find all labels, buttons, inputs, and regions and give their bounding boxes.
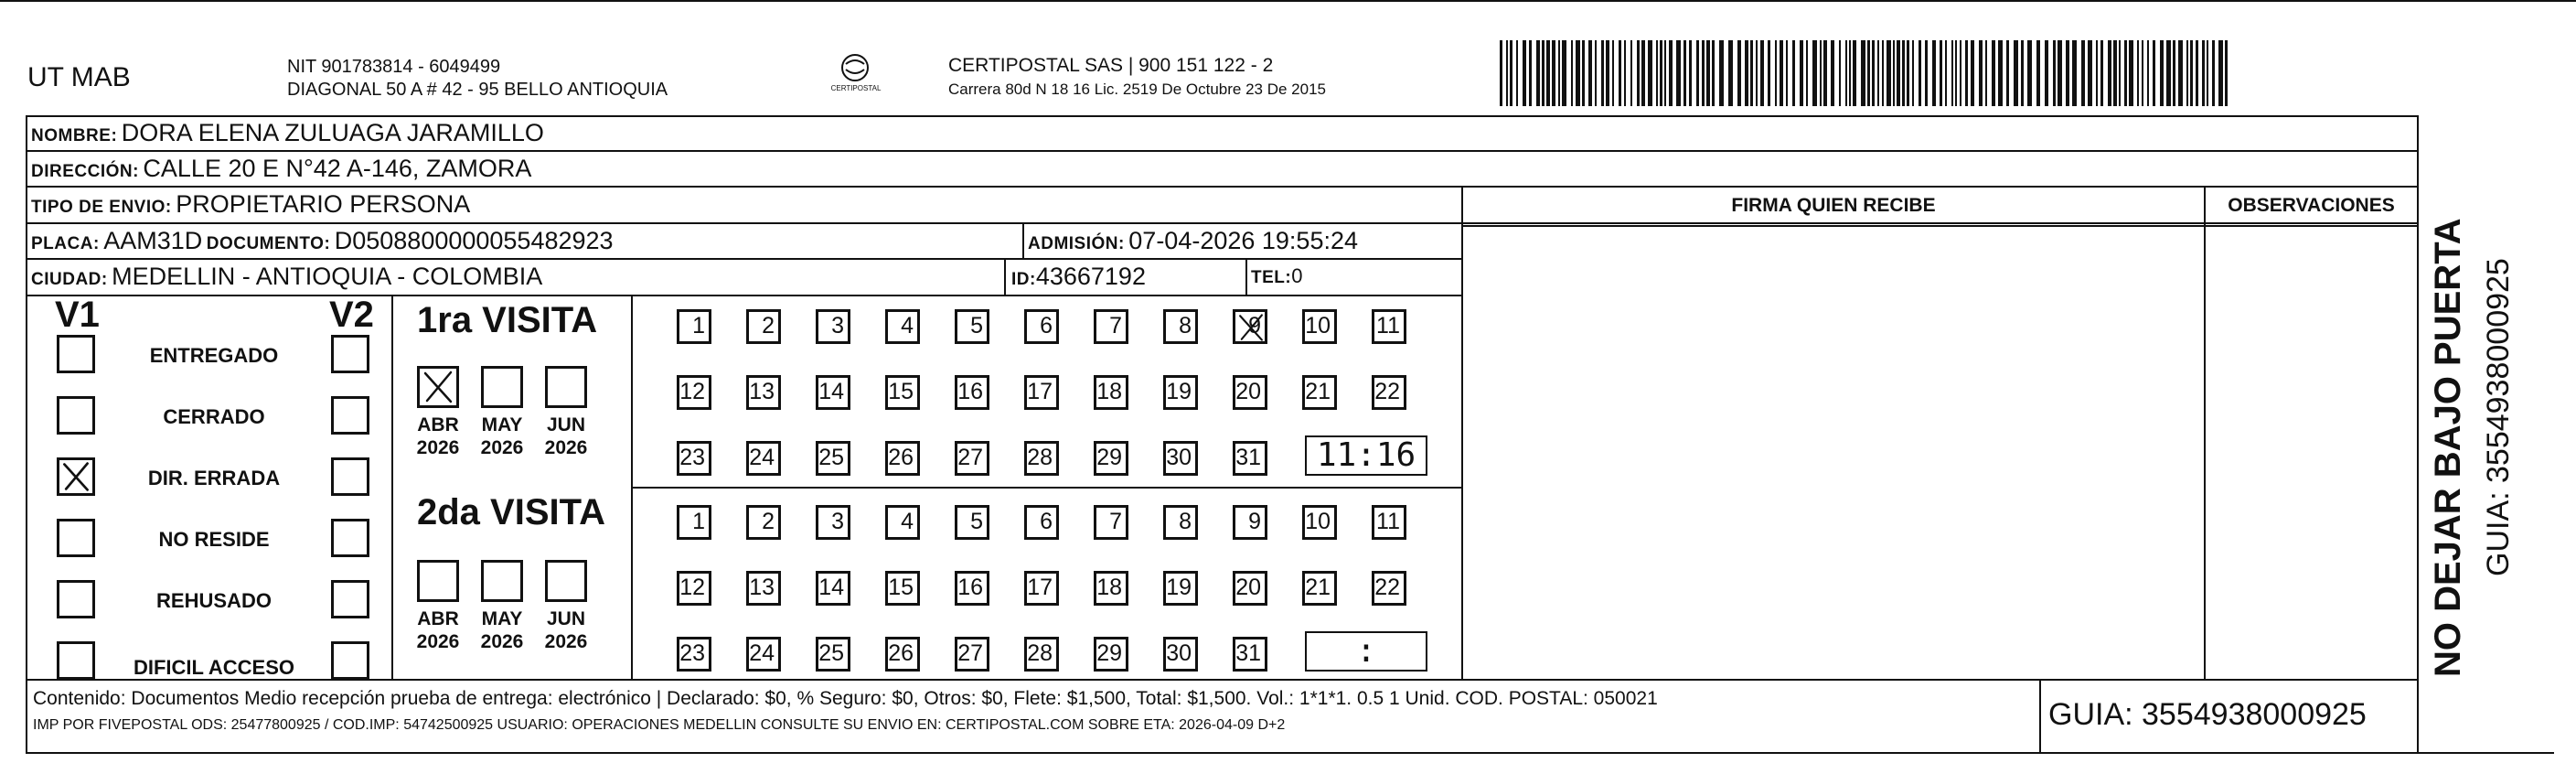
day-checkbox[interactable]: 24 [746,441,781,476]
day-checkbox[interactable]: 4 [885,309,920,344]
id-value: 43667192 [1035,263,1146,290]
month-checkbox[interactable] [545,366,587,408]
day-checkbox[interactable]: 14 [816,571,850,606]
footer-content: Contenido: Documentos Medio recepción prueba de entrega: electrónico | Declarado: $0, % Seguro: $0, Otros: $0, Flete: $1,500, Total: $1,500. Vol.: 1*1*1. 0.5 1 Unid. COD. POSTAL: 050021 [33,688,1658,709]
day-checkbox[interactable]: 29 [1094,637,1128,672]
month-label: JUN 2026 [544,608,588,652]
logo-text: CERTIPOSTAL [830,84,882,92]
id-row [1011,259,1146,298]
city-row [31,259,542,298]
plate-label: PLACA: [31,234,100,253]
day-checkbox[interactable]: 14 [816,375,850,410]
receiver-signature-label: FIRMA QUIEN RECIBE [1731,195,1936,216]
barcode [1500,40,2231,106]
day-checkbox[interactable]: 23 [677,637,711,672]
carrier: CERTIPOSTAL SAS | 900 151 122 - 2 [948,55,1274,76]
month-label: ABR 2026 [416,608,460,652]
time-field[interactable]: : [1305,631,1427,672]
day-checkbox[interactable]: 11 [1372,505,1406,540]
month-label: ABR 2026 [416,414,460,458]
month-checkbox[interactable] [417,560,459,602]
visit2-title: 2da VISITA [417,492,605,532]
month-label: MAY 2026 [480,414,524,458]
v1-checkbox[interactable] [57,396,95,435]
document-value: D0508800000055482923 [334,227,614,254]
day-checkbox[interactable]: 13 [746,375,781,410]
day-checkbox[interactable]: 24 [746,637,781,672]
side-warning: NO DEJAR BAJO PUERTA [2428,218,2468,677]
v2-checkbox[interactable] [331,519,369,557]
plate-row [31,223,614,263]
day-checkbox[interactable]: 30 [1163,441,1198,476]
v1-checkbox[interactable] [57,519,95,557]
day-checkbox[interactable]: 6 [1024,505,1059,540]
month-checkbox[interactable] [481,560,523,602]
observations-label: OBSERVACIONES [2228,195,2395,216]
address-label: DIRECCIÓN: [31,162,139,181]
day-checkbox[interactable]: 18 [1094,571,1128,606]
day-checkbox[interactable]: 28 [1024,441,1059,476]
day-checkbox[interactable]: 30 [1163,637,1198,672]
day-checkbox[interactable]: 26 [885,441,920,476]
day-checkbox[interactable]: 13 [746,571,781,606]
day-checkbox[interactable]: 16 [955,375,989,410]
admission-value: 07-04-2026 19:55:24 [1128,227,1358,254]
recipient-address: CALLE 20 E N°42 A-146, ZAMORA [143,155,532,182]
day-checkbox[interactable]: 3 [816,505,850,540]
footer-guia: GUIA: 3554938000925 [2048,697,2367,732]
day-checkbox[interactable]: 12 [677,375,711,410]
v2-checkbox[interactable] [331,580,369,618]
day-checkbox[interactable]: 9 [1233,309,1267,344]
footer-imp: IMP POR FIVEPOSTAL ODS: 25477800925 / COD.IMP: 54742500925 USUARIO: OPERACIONES MEDELLIN CONSULTE SU ENVIO EN: CERTIPOSTAL.COM SOBRE ETA: 2026-04-09 D+2 [33,717,1286,733]
day-checkbox[interactable]: 20 [1233,571,1267,606]
day-checkbox[interactable]: 6 [1024,309,1059,344]
month-checkbox[interactable] [545,560,587,602]
day-checkbox[interactable]: 8 [1163,309,1198,344]
v2-checkbox[interactable] [331,641,369,680]
day-checkbox[interactable]: 22 [1372,571,1406,606]
month-checkbox[interactable] [481,366,523,408]
day-checkbox[interactable]: 10 [1302,309,1337,344]
visit1-title: 1ra VISITA [417,300,598,340]
license: Carrera 80d N 18 16 Lic. 2519 De Octubre 23 De 2015 [948,81,1326,98]
nit: NIT 901783814 - 6049499 [287,57,501,77]
day-checkbox[interactable]: 16 [955,571,989,606]
day-checkbox[interactable]: 15 [885,571,920,606]
v1-header: V1 [55,295,100,335]
day-checkbox[interactable]: 22 [1372,375,1406,410]
day-checkbox[interactable]: 17 [1024,375,1059,410]
day-checkbox[interactable]: 9 [1233,505,1267,540]
day-checkbox[interactable]: 8 [1163,505,1198,540]
day-checkbox[interactable]: 23 [677,441,711,476]
month-label: MAY 2026 [480,608,524,652]
day-checkbox[interactable]: 2 [746,505,781,540]
day-checkbox[interactable]: 20 [1233,375,1267,410]
sender-address: DIAGONAL 50 A # 42 - 95 BELLO ANTIOQUIA [287,80,668,100]
address-row [31,151,531,190]
day-checkbox[interactable]: 27 [955,441,989,476]
v2-checkbox[interactable] [331,457,369,496]
day-checkbox[interactable]: 31 [1233,637,1267,672]
admission-label: ADMISIÓN: [1028,234,1125,253]
day-checkbox[interactable]: 27 [955,637,989,672]
day-checkbox[interactable]: 5 [955,309,989,344]
day-checkbox[interactable]: 21 [1302,375,1337,410]
day-checkbox[interactable]: 11 [1372,309,1406,344]
type-label: TIPO DE ENVIO: [31,198,172,217]
plate-value: AAM31D [103,227,203,254]
month-checkbox[interactable] [417,366,459,408]
status-option-label: ENTREGADO [149,344,279,367]
certipostal-logo [828,48,882,102]
status-option-label: DIFICIL ACCESO [133,656,294,679]
time-field[interactable]: 11:16 [1305,435,1427,476]
day-checkbox[interactable]: 17 [1024,571,1059,606]
day-checkbox[interactable]: 31 [1233,441,1267,476]
status-option-label: CERRADO [163,405,265,428]
tel-row [1251,259,1302,296]
day-checkbox[interactable]: 7 [1094,309,1128,344]
id-label: ID: [1011,270,1036,289]
day-checkbox[interactable]: 3 [816,309,850,344]
status-option-label: REHUSADO [156,589,272,612]
tel-value: 0 [1291,264,1303,287]
recipient-name: DORA ELENA ZULUAGA JARAMILLO [121,119,544,146]
day-checkbox[interactable]: 29 [1094,441,1128,476]
day-checkbox[interactable]: 15 [885,375,920,410]
city-label: CIUDAD: [31,270,108,289]
v2-header: V2 [329,295,374,335]
status-option-label: NO RESIDE [158,528,270,551]
day-checkbox[interactable]: 2 [746,309,781,344]
v1-checkbox[interactable] [57,580,95,618]
v1-checkbox[interactable] [57,641,95,680]
document-label: DOCUMENTO: [206,234,331,253]
day-checkbox[interactable]: 25 [816,441,850,476]
shipment-type: PROPIETARIO PERSONA [176,190,471,218]
v1-checkbox[interactable] [57,457,95,496]
day-checkbox[interactable]: 28 [1024,637,1059,672]
day-checkbox[interactable]: 19 [1163,571,1198,606]
admission-row [1028,223,1358,263]
status-option-label: DIR. ERRADA [147,467,281,489]
month-label: JUN 2026 [544,414,588,458]
v2-checkbox[interactable] [331,335,369,373]
day-checkbox[interactable]: 5 [955,505,989,540]
type-row [31,187,470,226]
day-checkbox[interactable]: 21 [1302,571,1337,606]
day-checkbox[interactable]: 12 [677,571,711,606]
day-checkbox[interactable]: 26 [885,637,920,672]
city-value: MEDELLIN - ANTIOQUIA - COLOMBIA [112,263,543,290]
day-checkbox[interactable]: 18 [1094,375,1128,410]
day-checkbox[interactable]: 25 [816,637,850,672]
side-guia: GUIA: 3554938000925 [2481,258,2516,576]
day-checkbox[interactable]: 7 [1094,505,1128,540]
name-row [31,115,544,155]
v1-checkbox[interactable] [57,335,95,373]
day-checkbox[interactable]: 10 [1302,505,1337,540]
day-checkbox[interactable]: 19 [1163,375,1198,410]
top-border [0,0,2576,2]
tel-label: TEL: [1251,268,1292,287]
v2-checkbox[interactable] [331,396,369,435]
day-checkbox[interactable]: 1 [677,505,711,540]
name-label: NOMBRE: [31,126,118,145]
day-checkbox[interactable]: 4 [885,505,920,540]
day-checkbox[interactable]: 1 [677,309,711,344]
company-name: UT MAB [27,62,131,92]
